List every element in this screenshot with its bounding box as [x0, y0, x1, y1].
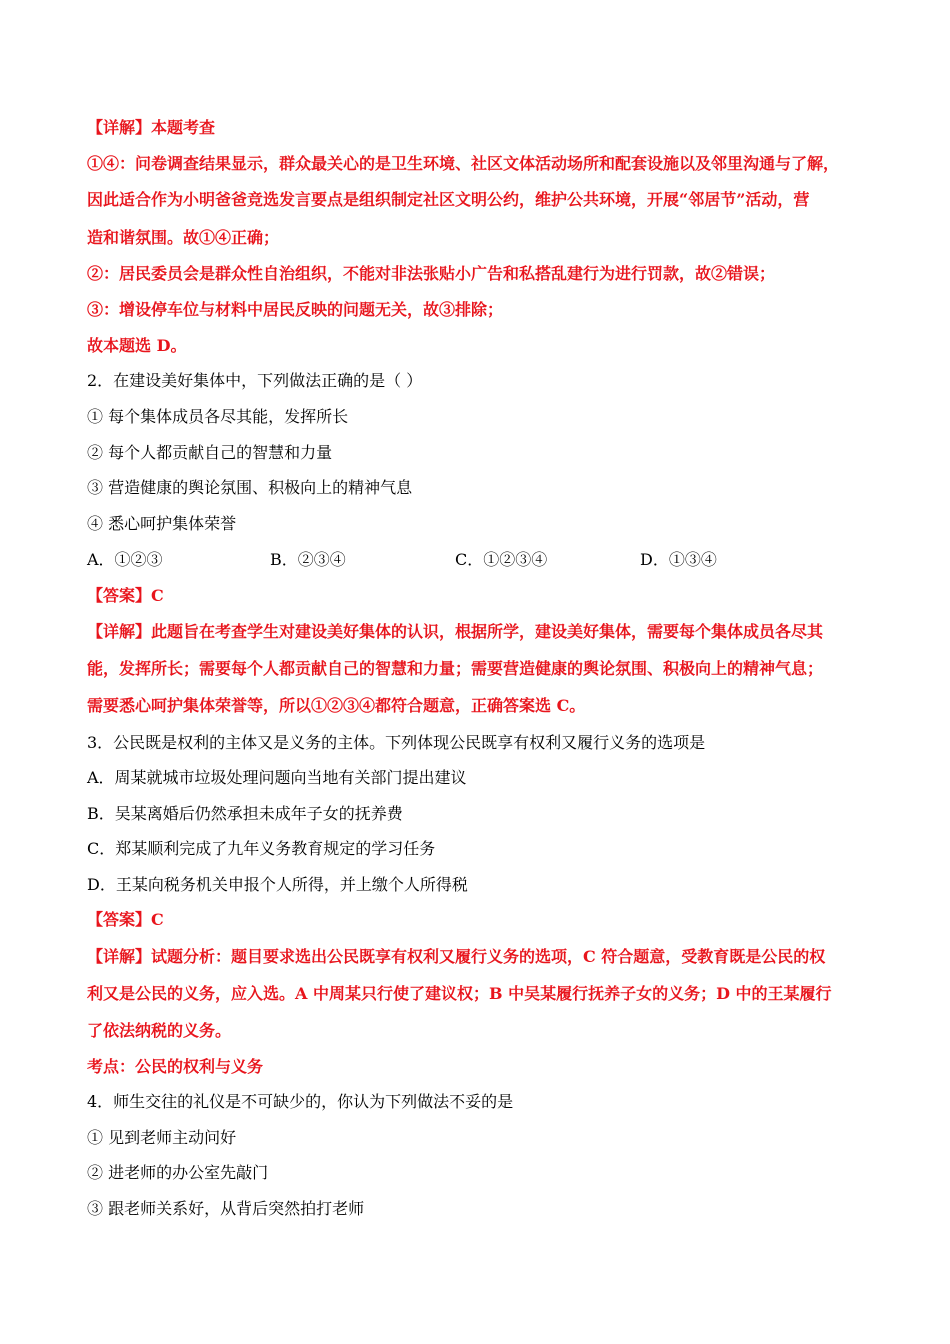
q1-explain-line-1: ①④：问卷调查结果显示，群众最关心的是卫生环境、社区文体活动场所和配套设施以及邻里沟通与了解， — [87, 154, 840, 173]
q2-option-c: C．①②③④ — [455, 550, 548, 569]
q2-option-a: A．①②③ — [87, 550, 163, 569]
q3-option-d: D．王某向税务机关申报个人所得，并上缴个人所得税 — [87, 875, 468, 894]
q3-explain-line-2: 利又是公民的义务，应入选。A 中周某只行使了建议权；B 中吴某履行抚养子女的义务；D 中的王某履行 — [87, 984, 832, 1003]
q1-explain-line-4: ②：居民委员会是群众性自治组织，不能对非法张贴小广告和私搭乱建行为进行罚款，故②错误； — [87, 264, 776, 283]
q4-stem: 4．师生交往的礼仪是不可缺少的，你认为下列做法不妥的是 — [87, 1092, 514, 1111]
q1-explain-line-2: 因此适合作为小明爸爸竞选发言要点是组织制定社区文明公约，维护公共环境，开展“邻居节”活动，营 — [87, 190, 810, 209]
q2-stem: 2．在建设美好集体中，下列做法正确的是（ ） — [87, 371, 423, 390]
q2-explain-line-1: 【详解】此题旨在考查学生对建设美好集体的认识，根据所学，建设美好集体，需要每个集体成员各尽其 — [87, 622, 824, 641]
q3-answer: 【答案】C — [87, 910, 164, 929]
q3-option-c: C．郑某顺利完成了九年义务教育规定的学习任务 — [87, 839, 436, 858]
q2-explain-line-3: 需要悉心呵护集体荣誉等，所以①②③④都符合题意，正确答案选 C。 — [87, 696, 586, 715]
q2-option-d: D．①③④ — [640, 550, 717, 569]
q4-item-1: ① 见到老师主动问好 — [87, 1128, 237, 1147]
q3-knowledge-point: 考点：公民的权利与义务 — [87, 1057, 264, 1076]
q2-item-4: ④ 悉心呵护集体荣誉 — [87, 514, 237, 533]
q3-option-b: B．吴某离婚后仍然承担未成年子女的抚养费 — [87, 804, 403, 823]
q2-explain-line-2: 能，发挥所长；需要每个人都贡献自己的智慧和力量；需要营造健康的舆论氛围、积极向上的精神气息； — [87, 659, 824, 678]
q4-item-3: ③ 跟老师关系好，从背后突然拍打老师 — [87, 1199, 365, 1218]
q3-explain-line-3: 了依法纳税的义务。 — [87, 1021, 232, 1040]
q2-answer: 【答案】C — [87, 586, 164, 605]
q2-option-b: B．②③④ — [270, 550, 346, 569]
q4-item-2: ② 进老师的办公室先敲门 — [87, 1163, 269, 1182]
q2-item-3: ③ 营造健康的舆论氛围、积极向上的精神气息 — [87, 478, 413, 497]
q3-stem: 3．公民既是权利的主体又是义务的主体。下列体现公民既享有权利又履行义务的选项是 — [87, 733, 706, 752]
q3-option-a: A．周某就城市垃圾处理问题向当地有关部门提出建议 — [87, 768, 467, 787]
q2-item-1: ① 每个集体成员各尽其能，发挥所长 — [87, 407, 349, 426]
q1-explain-head: 【详解】本题考查 — [87, 118, 216, 137]
q1-explain-line-5: ③：增设停车位与材料中居民反映的问题无关，故③排除； — [87, 300, 504, 319]
q3-explain-line-1: 【详解】试题分析：题目要求选出公民既享有权利又履行义务的选项，C 符合题意，受教育既是公民的权 — [87, 947, 826, 966]
q1-explain-line-3: 造和谐氛围。故①④正确； — [87, 228, 280, 247]
q2-item-2: ② 每个人都贡献自己的智慧和力量 — [87, 443, 333, 462]
q1-explain-line-6: 故本题选 D。 — [87, 336, 187, 355]
